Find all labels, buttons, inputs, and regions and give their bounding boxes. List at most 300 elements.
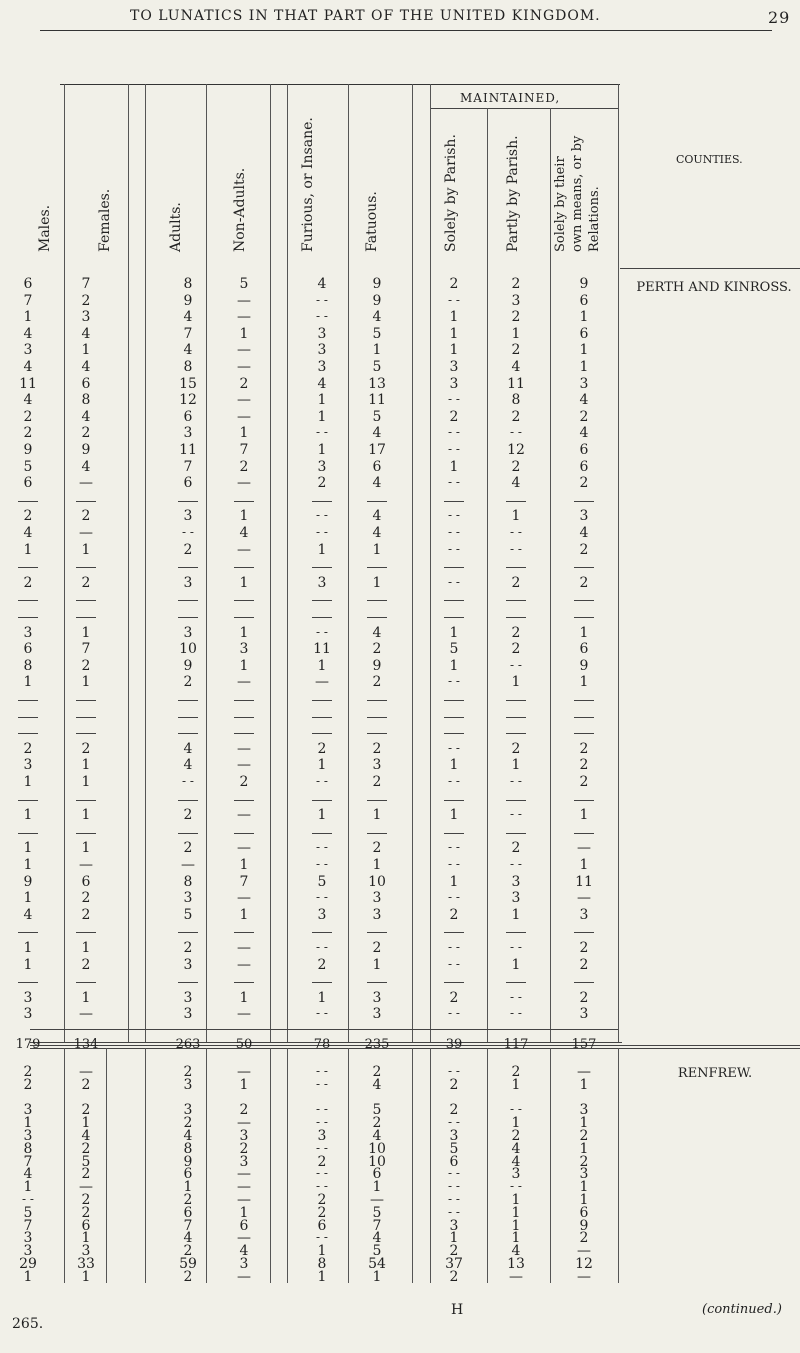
total-cell: 39 (445, 1037, 463, 1052)
col-divider (618, 1048, 619, 1283)
col-head-fatuous: Fatuous. (364, 191, 380, 252)
row-separator-mark (506, 800, 526, 801)
table-cell: — (181, 857, 195, 873)
table-cell: - - (182, 525, 194, 539)
total-cell: 179 (15, 1037, 41, 1052)
table-cell: 2 (183, 541, 193, 558)
row-separator-mark (18, 567, 38, 568)
table-cell: 9 (372, 657, 382, 674)
table-cell: — (79, 525, 93, 541)
table-cell: 4 (23, 906, 33, 923)
table-cell: 3 (23, 1128, 33, 1144)
table-cell: 1 (239, 1204, 249, 1221)
table-cell: 3 (23, 757, 33, 774)
row-separator-mark (574, 800, 594, 801)
table-cell: 2 (579, 1153, 589, 1170)
table-cell: 1 (317, 1243, 327, 1260)
row-separator-mark (506, 982, 526, 983)
table-cell: 2 (449, 408, 459, 425)
table-cell: 2 (23, 408, 33, 425)
table-cell: 2 (372, 641, 382, 658)
table-cell: 1 (449, 757, 459, 774)
table-cell: 9 (183, 657, 193, 674)
row-separator-mark (178, 567, 198, 568)
total-cell: 134 (73, 1037, 99, 1052)
table-cell: - - (316, 1115, 328, 1130)
table-cell: 2 (449, 1243, 459, 1260)
row-separator-mark (234, 617, 254, 618)
row-separator-mark (18, 733, 38, 734)
table-cell: - - (448, 857, 460, 871)
col-head-partly-parish: Partly by Parish. (505, 135, 521, 252)
table-cell: 2 (579, 574, 589, 591)
table-cell: 2 (239, 1140, 249, 1157)
table-cell: 2 (449, 1076, 459, 1093)
row-separator-mark (76, 733, 96, 734)
row-separator-mark (18, 982, 38, 983)
table-cell: — (237, 359, 251, 375)
table-cell: 2 (579, 989, 589, 1006)
table-cell: 3 (239, 1128, 249, 1144)
table-cell: — (79, 857, 93, 873)
table-cell: 2 (183, 940, 193, 956)
col-head-own-means-3: Relations. (587, 186, 602, 252)
table-cell: 3 (23, 989, 33, 1006)
table-cell: 9 (23, 873, 33, 890)
table-cell: 3 (511, 292, 521, 309)
table-cell: — (237, 408, 251, 425)
table-cell: 2 (183, 1115, 193, 1132)
table-cell: — (237, 392, 251, 409)
col-head-furious: Furious, or Insane. (300, 117, 316, 252)
table-cell: - - (316, 840, 328, 855)
table-cell: 4 (183, 757, 193, 774)
row-separator-mark (444, 982, 464, 983)
table-cell: - - (448, 541, 460, 556)
table-cell: 1 (239, 1076, 249, 1093)
table-cell: 1 (23, 1115, 33, 1132)
col-divider (64, 1048, 65, 1283)
table-cell: 9 (579, 1217, 589, 1234)
table-cell: 4 (372, 1076, 382, 1093)
row-separator-mark (506, 617, 526, 618)
table-cell: - - (448, 525, 460, 539)
row-separator-mark (367, 982, 387, 983)
row-separator-mark (506, 733, 526, 734)
table-cell: 2 (449, 276, 459, 292)
row-separator-mark (178, 833, 198, 834)
row-separator-mark (178, 982, 198, 983)
table-cell: 7 (81, 276, 91, 292)
table-cell: 2 (511, 574, 521, 591)
row-separator-mark (18, 717, 38, 718)
table-cell: — (237, 840, 251, 857)
table-cell: 7 (239, 873, 249, 890)
table-cell: 3 (183, 574, 193, 591)
table-cell: - - (448, 508, 460, 523)
table-cell: 2 (81, 890, 91, 907)
table-cell: 2 (372, 1115, 382, 1132)
total-cell: 235 (364, 1037, 390, 1052)
row-separator-mark (444, 617, 464, 618)
row-separator-mark (76, 567, 96, 568)
table-cell: 2 (183, 807, 193, 824)
row-separator-mark (312, 600, 332, 601)
row-separator-mark (234, 932, 254, 933)
table-cell: 2 (81, 292, 91, 309)
table-cell: - - (510, 525, 522, 539)
table-cell: 1 (81, 807, 91, 824)
col-divider (206, 1048, 207, 1283)
table-cell: — (237, 292, 251, 309)
table-cell: — (237, 309, 251, 326)
table-cell: 3 (372, 906, 382, 923)
table-cell: 1 (23, 774, 33, 790)
table-cell: 2 (579, 1230, 589, 1247)
table-cell: 1 (317, 657, 327, 674)
table-cell: 1 (372, 956, 382, 973)
table-cell: 1 (23, 541, 33, 558)
row-separator-mark (574, 617, 594, 618)
row-separator-mark (312, 567, 332, 568)
table-cell: 4 (81, 325, 91, 342)
col-divider (287, 84, 288, 1042)
table-cell: 6 (239, 1217, 249, 1234)
row-separator-mark (367, 800, 387, 801)
header-rule (40, 30, 772, 31)
table-cell: 13 (368, 375, 386, 392)
col-divider (270, 84, 271, 1042)
table-cell: 7 (81, 641, 91, 658)
table-cell: 6 (449, 1153, 459, 1170)
table-cell: 5 (372, 1204, 382, 1221)
table-cell: - - (448, 292, 460, 307)
table-cell: 2 (23, 508, 33, 525)
table-cell: 1 (579, 342, 589, 359)
total-cell: 78 (313, 1037, 331, 1052)
table-cell: — (79, 1064, 93, 1080)
row-separator-mark (178, 700, 198, 701)
table-top-rule (60, 84, 620, 85)
table-cell: - - (510, 940, 522, 954)
footer-number: 265. (12, 1316, 44, 1332)
table-cell: 3 (239, 641, 249, 658)
row-separator-mark (312, 617, 332, 618)
table-cell: 10 (368, 1153, 386, 1170)
row-separator-mark (234, 800, 254, 801)
table-cell: 2 (579, 740, 589, 757)
table-cell: 1 (511, 674, 521, 691)
table-cell: 6 (579, 325, 589, 342)
table-cell: 4 (23, 525, 33, 541)
table-cell: 4 (23, 325, 33, 342)
table-cell: 2 (81, 1076, 91, 1093)
table-cell: 1 (511, 757, 521, 774)
table-cell: 5 (81, 1153, 91, 1170)
row-separator-mark (367, 833, 387, 834)
table-cell: 2 (511, 1064, 521, 1080)
table-cell: 2 (372, 940, 382, 956)
table-cell: - - (316, 857, 328, 871)
table-cell: 1 (449, 309, 459, 326)
table-cell: 33 (77, 1256, 95, 1272)
table-cell: 1 (23, 956, 33, 973)
table-cell: 4 (579, 525, 589, 541)
table-cell: 59 (179, 1256, 197, 1272)
table-cell: 2 (579, 956, 589, 973)
table-cell: 1 (511, 1115, 521, 1132)
row-separator-mark (18, 833, 38, 834)
table-cell: 1 (317, 807, 327, 824)
row-separator-mark (178, 501, 198, 502)
table-cell: - - (448, 574, 460, 589)
table-cell: 1 (579, 674, 589, 691)
table-cell: 1 (317, 392, 327, 409)
row-separator-mark (367, 617, 387, 618)
table-cell: 3 (183, 890, 193, 907)
table-cell: - - (316, 1166, 328, 1181)
row-separator-mark (18, 932, 38, 933)
table-cell: 9 (372, 276, 382, 292)
table-cell: 7 (183, 325, 193, 342)
table-cell: 3 (183, 989, 193, 1006)
table-cell: 1 (81, 757, 91, 774)
table-cell: 1 (23, 674, 33, 691)
col-divider (348, 1048, 349, 1283)
table-cell: 3 (372, 989, 382, 1006)
table-cell: 1 (579, 1140, 589, 1157)
table-cell: 4 (183, 1230, 193, 1247)
table-cell: 2 (511, 740, 521, 757)
table-cell: - - (448, 890, 460, 905)
table-cell: 1 (579, 1192, 589, 1208)
row-separator-mark (444, 700, 464, 701)
table-cell: 4 (81, 458, 91, 475)
table-cell: 2 (81, 1192, 91, 1208)
row-separator-mark (76, 617, 96, 618)
table-cell: 4 (183, 1128, 193, 1144)
row-separator-mark (18, 700, 38, 701)
table-cell: - - (448, 1192, 460, 1206)
row-separator-mark (506, 600, 526, 601)
table-cell: 3 (183, 956, 193, 973)
row-separator-mark (312, 501, 332, 502)
row-separator-mark (178, 733, 198, 734)
table-cell: 15 (179, 375, 197, 392)
table-cell: 1 (81, 342, 91, 359)
row-separator-mark (234, 833, 254, 834)
table-cell: 3 (372, 757, 382, 774)
table-cell: — (237, 757, 251, 774)
table-cell: 2 (239, 458, 249, 475)
table-cell: — (509, 1268, 523, 1285)
table-cell: 11 (575, 873, 593, 890)
row-separator-mark (178, 617, 198, 618)
table-cell: 2 (23, 740, 33, 757)
table-cell: 2 (449, 989, 459, 1006)
table-cell: 2 (579, 475, 589, 492)
table-cell: 3 (579, 1102, 589, 1119)
table-cell: 2 (81, 574, 91, 591)
table-cell: - - (316, 1064, 328, 1078)
col-divider (206, 84, 207, 1042)
table-cell: 2 (23, 1076, 33, 1093)
row-separator-mark (444, 501, 464, 502)
table-cell: — (79, 475, 93, 492)
table-cell: 3 (317, 325, 327, 342)
table-cell: 1 (449, 657, 459, 674)
table-cell: 2 (317, 740, 327, 757)
table-cell: 8 (511, 392, 521, 409)
table-cell: — (237, 674, 251, 691)
table-cell: 1 (239, 657, 249, 674)
table-cell: 2 (511, 624, 521, 641)
table-cell: 8 (183, 1140, 193, 1157)
row-separator-mark (312, 932, 332, 933)
row-separator-mark (76, 800, 96, 801)
table-cell: 1 (372, 342, 382, 359)
table-cell: 6 (23, 475, 33, 492)
table-cell: 6 (579, 458, 589, 475)
row-separator-mark (444, 567, 464, 568)
table-cell: - - (448, 740, 460, 755)
table-cell: 3 (239, 1256, 249, 1272)
total-cell: 50 (235, 1037, 253, 1052)
table-cell: 2 (579, 408, 589, 425)
table-cell: 10 (368, 1140, 386, 1157)
row-separator-mark (444, 932, 464, 933)
row-separator-mark (18, 600, 38, 601)
section-divider (30, 1045, 800, 1046)
table-cell: 9 (579, 276, 589, 292)
col-divider (145, 84, 146, 1042)
table-cell: 2 (239, 774, 249, 790)
table-cell: 7 (23, 1217, 33, 1234)
table-cell: 1 (239, 425, 249, 442)
table-cell: 6 (579, 641, 589, 658)
table-cell: — (237, 1179, 251, 1196)
page-title: TO LUNATICS IN THAT PART OF THE UNITED KINGDOM. (130, 8, 601, 24)
table-cell: 8 (23, 657, 33, 674)
table-cell: 12 (179, 392, 197, 409)
table-cell: 5 (372, 1102, 382, 1119)
table-cell: 1 (81, 541, 91, 558)
table-cell: 1 (23, 840, 33, 857)
table-cell: - - (448, 674, 460, 689)
table-cell: 6 (81, 1217, 91, 1234)
table-cell: 2 (183, 1268, 193, 1285)
table-cell: 1 (317, 757, 327, 774)
table-cell: 2 (449, 1268, 459, 1285)
table-cell: 2 (317, 1204, 327, 1221)
table-cell: 2 (449, 906, 459, 923)
table-cell: 11 (368, 392, 386, 409)
table-cell: 5 (239, 276, 249, 292)
table-cell: 2 (81, 508, 91, 525)
table-cell: — (370, 1192, 384, 1208)
table-cell: 4 (317, 276, 327, 292)
table-cell: 1 (23, 890, 33, 907)
table-cell: 1 (449, 458, 459, 475)
table-cell: 4 (511, 1153, 521, 1170)
total-cell: 117 (503, 1037, 529, 1052)
table-cell: 6 (183, 1166, 193, 1183)
table-cell: 1 (579, 1179, 589, 1196)
table-cell: 6 (579, 442, 589, 458)
table-cell: 4 (372, 525, 382, 541)
row-separator-mark (574, 932, 594, 933)
table-cell: 4 (81, 408, 91, 425)
table-cell: 5 (372, 359, 382, 375)
table-cell: 1 (579, 1115, 589, 1132)
table-cell: 5 (372, 408, 382, 425)
table-cell: 5 (372, 1243, 382, 1260)
maintained-rule (430, 108, 618, 109)
table-cell: 12 (575, 1256, 593, 1272)
table-cell: 1 (81, 1268, 91, 1285)
table-cell: 4 (317, 375, 327, 392)
table-cell: 8 (183, 873, 193, 890)
row-separator-mark (234, 501, 254, 502)
col-divider (412, 1048, 413, 1283)
table-cell: 5 (183, 906, 193, 923)
table-cell: 2 (317, 956, 327, 973)
table-cell: 2 (372, 774, 382, 790)
table-cell: 4 (81, 1128, 91, 1144)
table-cell: 1 (449, 1230, 459, 1247)
row-separator-mark (76, 700, 96, 701)
table-cell: 1 (239, 989, 249, 1006)
table-cell: 3 (511, 890, 521, 907)
table-cell: 7 (183, 458, 193, 475)
row-separator-mark (367, 567, 387, 568)
table-cell: 3 (317, 574, 327, 591)
table-cell: 2 (81, 1102, 91, 1119)
row-separator-mark (367, 717, 387, 718)
col-head-solely-parish: Solely by Parish. (443, 134, 459, 252)
table-cell: - - (510, 541, 522, 556)
table-cell: - - (316, 1140, 328, 1155)
table-cell: 1 (81, 840, 91, 857)
table-cell: 1 (23, 940, 33, 956)
row-separator-mark (76, 982, 96, 983)
table-cell: 2 (372, 1064, 382, 1080)
table-cell: 3 (579, 1006, 589, 1023)
table-cell: - - (316, 774, 328, 788)
table-cell: 1 (183, 1179, 193, 1196)
table-cell: 1 (23, 807, 33, 824)
table-cell: - - (316, 1006, 328, 1021)
table-cell: 4 (23, 392, 33, 409)
table-cell: 4 (239, 1243, 249, 1260)
table-cell: 1 (81, 989, 91, 1006)
table-cell: - - (510, 807, 522, 822)
col-divider (550, 108, 551, 1042)
table-cell: 3 (449, 1217, 459, 1234)
row-separator-mark (367, 700, 387, 701)
table-cell: 4 (372, 1128, 382, 1144)
row-separator-mark (574, 700, 594, 701)
table-cell: 8 (183, 276, 193, 292)
row-separator-mark (506, 833, 526, 834)
row-separator-mark (312, 833, 332, 834)
table-cell: 1 (23, 1179, 33, 1196)
table-cell: 6 (372, 458, 382, 475)
table-cell: 3 (23, 1243, 33, 1260)
table-cell: - - (316, 624, 328, 639)
col-divider (430, 1048, 431, 1283)
col-head-males: Males. (37, 204, 53, 252)
